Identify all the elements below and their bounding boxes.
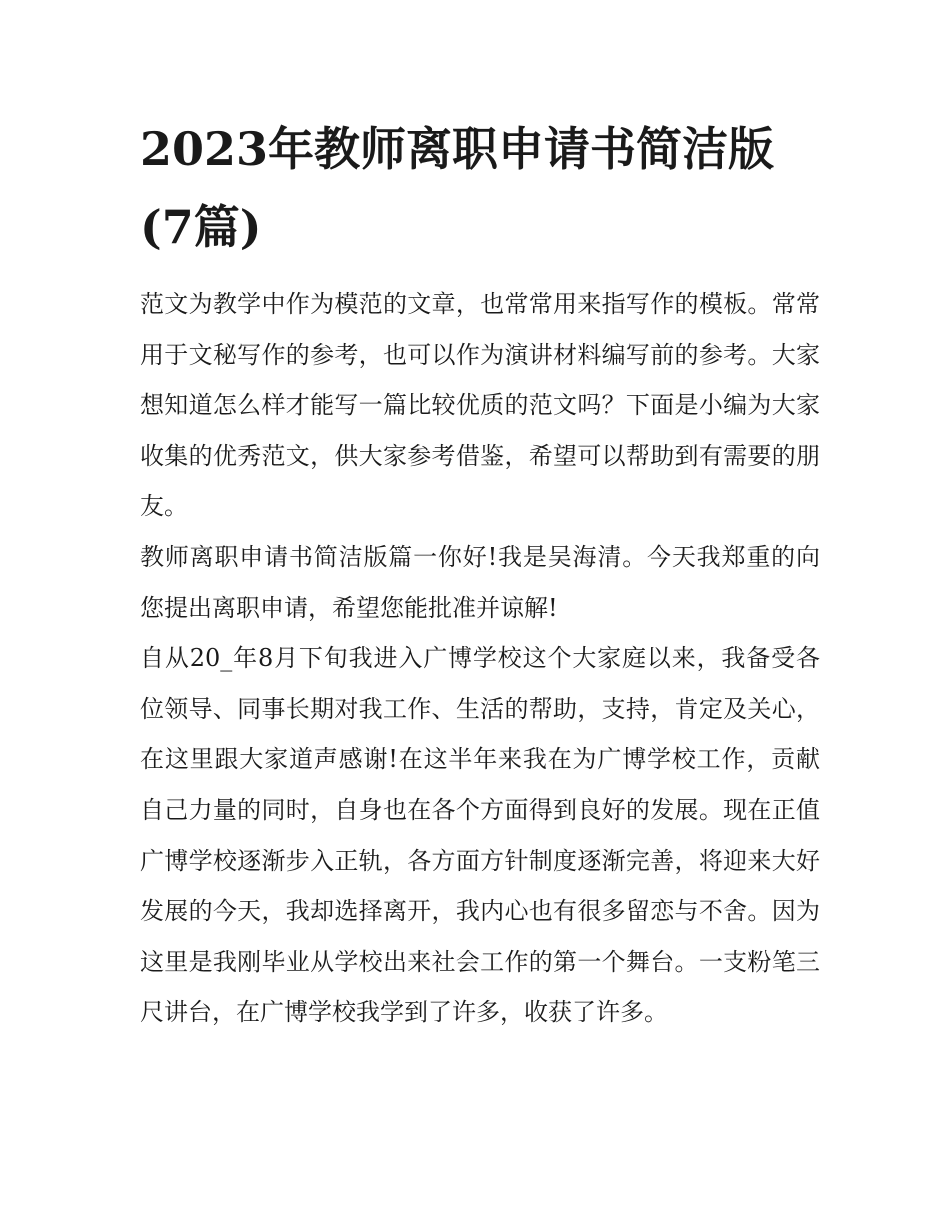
document-title: 2023年教师离职申请书简洁版(7篇) [140, 122, 775, 254]
paragraph-main: 自从20_年8月下旬我进入广博学校这个大家庭以来，我备受各位领导、同事长期对我工作、生活的帮助，支持，肯定及关心，在这里跟大家道声感谢!在这半年来我在为广博学校工作，贡献自己力量的同时，自身也在各个方面得到良好的发展。现在正值广博学校逐渐步入正轨，各方面方针制度逐渐完善，将迎来大好发展的今天，我却选择离开，我内心也有很多留恋与不舍。因为这里是我刚毕业从学校出来社会工作的第一个舞台。一支粉笔三尺讲台，在广博学校我学到了许多，收获了许多。 [140, 644, 820, 1027]
paragraph-intro: 范文为教学中作为模范的文章，也常常用来指写作的模板。常常用于文秘写作的参考，也可以作为演讲材料编写前的参考。大家想知道怎么样才能写一篇比较优质的范文吗？下面是小编为大家收集的优秀范文，供大家参考借鉴，希望可以帮助到有需要的朋友。 [140, 290, 820, 521]
paragraph-greeting: 教师离职申请书简洁版篇一你好!我是吴海清。今天我郑重的向您提出离职申请，希望您能批准并谅解! [140, 542, 820, 622]
document-body [140, 279, 820, 1038]
